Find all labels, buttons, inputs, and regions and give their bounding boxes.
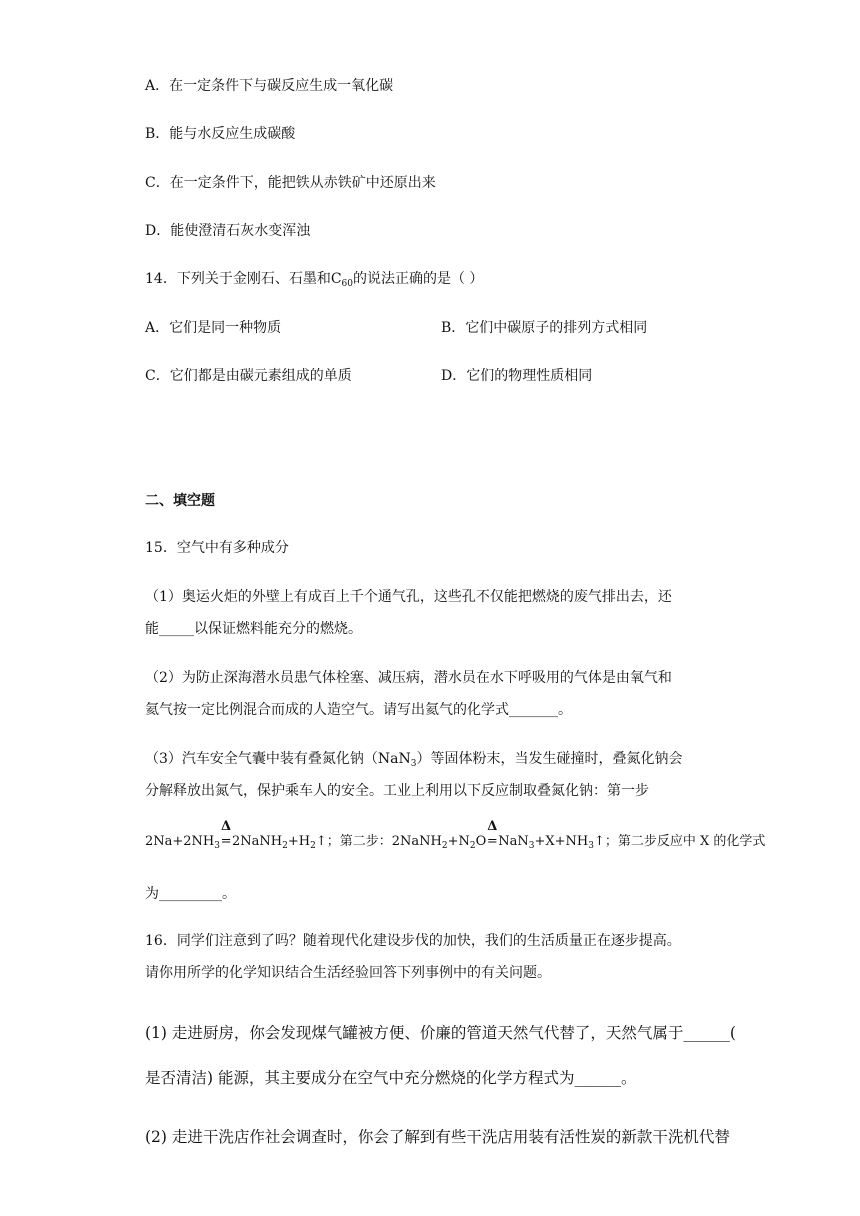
eq2-reactant1-sub: 2 xyxy=(441,841,448,851)
eq2-product2-sub: 3 xyxy=(588,841,595,851)
eq1-product1: 2NaNH xyxy=(232,834,283,849)
eq1-product2: +H xyxy=(287,834,311,849)
q16-stem-line2: 请你用所学的化学知识结合生活经验回答下列事例中的有关问题。 xyxy=(145,965,551,981)
eq2-reactant2: +N xyxy=(447,834,470,849)
q14-option-b: B．它们中碳原子的排列方式相同 xyxy=(441,320,648,336)
eq1-product1-sub: 2 xyxy=(282,841,288,851)
q14-option-a: A．它们是同一种物质 xyxy=(145,320,282,336)
q15-part3-answer: 为_________。 xyxy=(145,886,236,902)
q15-part2-line1: （2）为防止深海潜水员患气体栓塞、减压病，潜水员在水下呼吸用的气体是由氧气和 xyxy=(145,670,672,686)
q15-part3-line2: 分解释放出氮气，保护乘车人的安全。工业上利用以下反应制取叠氮化钠：第一步 xyxy=(145,783,649,799)
q16-part2-line1: (2) 走进干洗店作社会调查时，你会了解到有些干洗店用装有活性炭的新款干洗机代替 xyxy=(145,1128,730,1146)
eq2-tail: ↑；第二步反应中 X 的化学式 xyxy=(594,834,766,849)
q16-stem-line1: 16．同学们注意到了吗？随着现代化建设步伐的加快，我们的生活质量正在逐步提高。 xyxy=(145,933,681,949)
q13-option-c: C．在一定条件下，能把铁从赤铁矿中还原出来 xyxy=(145,175,436,191)
eq2-reactant2-sub: 2 xyxy=(469,841,476,851)
heat-condition-icon: Δ xyxy=(220,819,232,834)
eq2-product2: +X+NH xyxy=(534,834,589,849)
q15-equations xyxy=(145,819,766,852)
q15-part1-line2: 能_____以保证燃料能充分的燃烧。 xyxy=(145,621,362,637)
q14-stem xyxy=(145,269,483,289)
q14-stem-prefix: 14．下列关于金刚石、石墨和C xyxy=(145,271,342,287)
section-heading: 二、填空题 xyxy=(145,493,215,509)
q13-option-d: D．能使澄清石灰水变浑浊 xyxy=(145,223,311,239)
q14-stem-suffix: 的说法正确的是（ ） xyxy=(352,271,484,287)
q13-option-b: B．能与水反应生成碳酸 xyxy=(145,126,296,142)
eq1-reactants: 2Na+2NH xyxy=(145,834,215,849)
eq2-product1: NaN xyxy=(498,834,529,849)
q15-part3-line1-a: （3）汽车安全气囊中装有叠氮化钠（NaN xyxy=(145,751,411,767)
heat-condition-icon: Δ xyxy=(487,819,498,834)
q15-part2-line2: 氦气按一定比例混合而成的人造空气。请写出氦气的化学式_______。 xyxy=(145,702,572,718)
eq2-product1-sub: 3 xyxy=(528,841,535,851)
q15-stem: 15．空气中有多种成分 xyxy=(145,540,289,556)
q14-option-c: C．它们都是由碳元素组成的单质 xyxy=(145,368,352,384)
eq1-equal-sign: = xyxy=(220,834,232,849)
q14-option-d: D．它们的物理性质相同 xyxy=(441,368,593,384)
q15-part3-line1 xyxy=(145,749,683,769)
eq2-reactant2-o: O xyxy=(475,834,487,849)
nan3-subscript: 3 xyxy=(410,759,417,769)
q16-part1-line1: (1) 走进厨房，你会发现煤气罐被方便、价廉的管道天然气代替了，天然气属于______( xyxy=(145,1024,736,1042)
q16-part1-line2: 是否清洁) 能源，其主要成分在空气中充分燃烧的化学方程式为______。 xyxy=(145,1069,637,1087)
q15-part3-line1-b: ）等固体粉末，当发生碰撞时，叠氮化钠会 xyxy=(416,751,683,767)
eq2-reaction-arrow xyxy=(486,819,498,852)
q14-stem-subscript: 60 xyxy=(341,279,353,289)
eq2-equal-sign: = xyxy=(486,834,498,849)
q13-option-a: A．在一定条件下与碳反应生成一氧化碳 xyxy=(145,78,394,94)
eq1-reactants-sub: 3 xyxy=(214,841,221,851)
eq1-tail-eq2-start: ↑；第二步：2NaNH xyxy=(315,834,442,849)
q15-part1-line1: （1）奥运火炬的外壁上有成百上千个通气孔，这些孔不仅能把燃烧的废气排出去，还 xyxy=(145,589,672,605)
eq1-product2-sub: 2 xyxy=(310,841,316,851)
eq1-reaction-arrow xyxy=(220,819,232,852)
